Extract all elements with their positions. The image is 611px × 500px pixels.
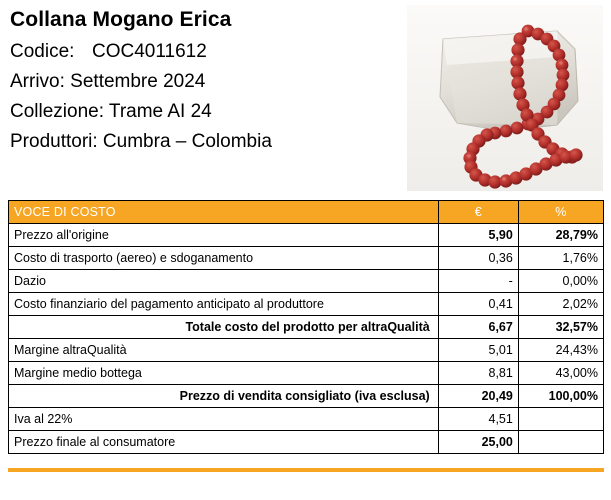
row-label: Margine altraQualità xyxy=(9,339,439,362)
table-row-total xyxy=(9,316,604,339)
row-pct: 0,00% xyxy=(518,270,603,293)
product-header xyxy=(10,6,400,157)
row-label: Costo finanziario del pagamento anticipato al produttore xyxy=(9,293,439,316)
table-row xyxy=(9,339,604,362)
product-code-label: Codice: xyxy=(10,41,75,62)
cost-table xyxy=(8,200,604,454)
table-row xyxy=(9,293,604,316)
row-label: Costo di trasporto (aereo) e sdoganamento xyxy=(9,247,439,270)
row-label: Prezzo finale al consumatore xyxy=(9,431,439,454)
row-pct: 43,00% xyxy=(518,362,603,385)
necklace-illustration xyxy=(407,5,603,191)
row-label: Dazio xyxy=(9,270,439,293)
row-eur: 0,36 xyxy=(438,247,518,270)
table-row xyxy=(9,247,604,270)
cost-table-head xyxy=(9,201,604,224)
cost-table-body xyxy=(9,224,604,454)
table-row xyxy=(9,270,604,293)
table-row-total xyxy=(9,385,604,408)
row-label: Totale costo del prodotto per altraQualità xyxy=(9,316,439,339)
row-pct xyxy=(518,408,603,431)
product-code-line xyxy=(10,37,400,67)
row-eur: 20,49 xyxy=(438,385,518,408)
row-eur: 4,51 xyxy=(438,408,518,431)
row-label: Iva al 22% xyxy=(9,408,439,431)
row-label: Prezzo all'origine xyxy=(9,224,439,247)
row-eur: 5,90 xyxy=(438,224,518,247)
table-row xyxy=(9,431,604,454)
product-code-value: COC4011612 xyxy=(91,41,207,62)
table-header-row xyxy=(9,201,604,224)
row-pct: 1,76% xyxy=(518,247,603,270)
header-percent: % xyxy=(518,201,603,224)
product-producers: Produttori: Cumbra – Colombia xyxy=(10,131,272,152)
table-row xyxy=(9,362,604,385)
row-pct: 28,79% xyxy=(518,224,603,247)
table-row xyxy=(9,408,604,431)
row-eur: 25,00 xyxy=(438,431,518,454)
row-pct: 100,00% xyxy=(518,385,603,408)
row-eur: 5,01 xyxy=(438,339,518,362)
row-pct xyxy=(518,431,603,454)
row-pct: 32,57% xyxy=(518,316,603,339)
product-collection: Collezione: Trame AI 24 xyxy=(10,101,212,122)
row-eur: 8,81 xyxy=(438,362,518,385)
table-row xyxy=(9,224,604,247)
row-eur: - xyxy=(438,270,518,293)
row-label: Prezzo di vendita consigliato (iva esclusa) xyxy=(9,385,439,408)
row-label: Margine medio bottega xyxy=(9,362,439,385)
product-photo xyxy=(407,5,603,191)
header-euro: € xyxy=(438,201,518,224)
header-voce-di-costo: VOCE DI COSTO xyxy=(9,201,439,224)
accent-strip-bottom xyxy=(8,468,604,472)
row-eur: 0,41 xyxy=(438,293,518,316)
page-title: Collana Mogano Erica xyxy=(10,8,232,31)
row-pct: 24,43% xyxy=(518,339,603,362)
row-pct: 2,02% xyxy=(518,293,603,316)
product-arrival: Arrivo: Settembre 2024 xyxy=(10,71,206,92)
row-eur: 6,67 xyxy=(438,316,518,339)
